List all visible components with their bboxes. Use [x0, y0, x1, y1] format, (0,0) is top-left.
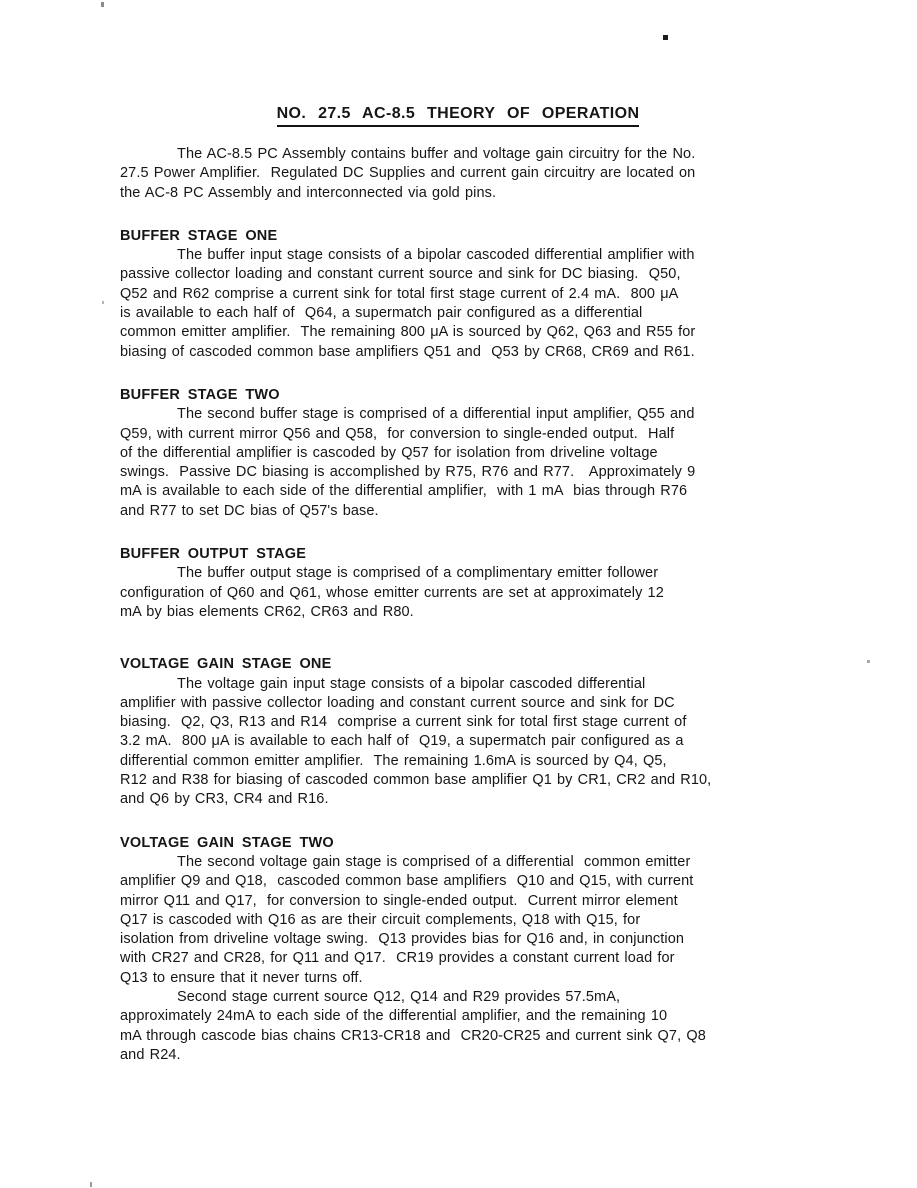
- section: [120, 834, 796, 1066]
- section-heading: VOLTAGE GAIN STAGE TWO: [120, 834, 334, 851]
- text-line: mA is available to each side of the differential amplifier, with 1 mA bias through R76: [120, 483, 688, 500]
- section: [120, 655, 796, 809]
- scan-speck: [90, 1182, 92, 1187]
- text-line: The buffer input stage consists of a bipolar cascoded differential amplifier with: [177, 247, 695, 264]
- text-line: 3.2 mA. 800 μA is available to each half of Q19, a supermatch pair configured as a: [120, 733, 684, 750]
- text-line: Q13 to ensure that it never turns off.: [120, 969, 363, 986]
- text-line: 27.5 Power Amplifier. Regulated DC Supplies and current gain circuitry are located on: [120, 165, 696, 182]
- section-paragraph: [120, 675, 796, 810]
- text-line: mA through cascode bias chains CR13-CR18 and CR20-CR25 and current sink Q7, Q8: [120, 1027, 706, 1044]
- text-line: and Q6 by CR3, CR4 and R16.: [120, 791, 329, 808]
- text-line: differential common emitter amplifier. The remaining 1.6mA is sourced by Q4, Q5,: [120, 752, 667, 769]
- text-line: approximately 24mA to each side of the differential amplifier, and the remaining 10: [120, 1008, 668, 1025]
- text-line: Second stage current source Q12, Q14 and R29 provides 57.5mA,: [177, 988, 621, 1005]
- section-heading: BUFFER STAGE TWO: [120, 386, 280, 403]
- title-row: [120, 104, 796, 127]
- scan-speck: [867, 660, 870, 663]
- section-heading: BUFFER OUTPUT STAGE: [120, 546, 307, 563]
- text-line: configuration of Q60 and Q61, whose emitter currents are set at approximately 12: [120, 584, 664, 601]
- text-line: R12 and R38 for biasing of cascoded common base amplifier Q1 by CR1, CR2 and R10,: [120, 772, 712, 789]
- text-line: The voltage gain input stage consists of a bipolar cascoded differential: [177, 675, 646, 692]
- text-line: mA by bias elements CR62, CR63 and R80.: [120, 603, 414, 620]
- section-heading: VOLTAGE GAIN STAGE ONE: [120, 656, 332, 673]
- section-paragraph: [120, 246, 796, 362]
- text-line: of the differential amplifier is cascoded by Q57 for isolation from driveline voltage: [120, 444, 658, 461]
- text-line: Q17 is cascoded with Q16 as are their circuit complements, Q18 with Q15, for: [120, 911, 641, 928]
- text-line: amplifier with passive collector loading and constant current source and sink for DC: [120, 694, 675, 711]
- text-line: and R24.: [120, 1046, 181, 1063]
- text-line: Q59, with current mirror Q56 and Q58, for conversion to single-ended output. Half: [120, 425, 675, 442]
- section: [120, 386, 796, 521]
- text-line: the AC-8 PC Assembly and interconnected via gold pins.: [120, 184, 497, 201]
- section-paragraph: [120, 564, 796, 622]
- section: [120, 545, 796, 622]
- document-title: NO. 27.5 AC-8.5 THEORY OF OPERATION: [277, 104, 640, 127]
- text-line: swings. Passive DC biasing is accomplished by R75, R76 and R77. Approximately 9: [120, 464, 696, 481]
- scan-speck: [663, 35, 668, 40]
- text-line: The buffer output stage is comprised of a complimentary emitter follower: [177, 565, 659, 582]
- text-line: amplifier Q9 and Q18, cascoded common base amplifiers Q10 and Q15, with current: [120, 873, 694, 890]
- text-line: with CR27 and CR28, for Q11 and Q17. CR19 provides a constant current load for: [120, 950, 675, 967]
- section-paragraph: [120, 405, 796, 521]
- text-line: and R77 to set DC bias of Q57's base.: [120, 502, 379, 519]
- text-line: common emitter amplifier. The remaining 800 μA is sourced by Q62, Q63 and R55 for: [120, 324, 696, 341]
- text-line: isolation from driveline voltage swing. Q13 provides bias for Q16 and, in conjunction: [120, 931, 685, 948]
- scan-speck: [101, 2, 104, 7]
- text-line: biasing of cascoded common base amplifiers Q51 and Q53 by CR68, CR69 and R61.: [120, 343, 695, 360]
- text-line: mirror Q11 and Q17, for conversion to single-ended output. Current mirror element: [120, 892, 678, 909]
- intro-paragraph: [120, 145, 796, 203]
- text-line: The second voltage gain stage is comprised of a differential common emitter: [177, 853, 691, 870]
- text-line: The AC-8.5 PC Assembly contains buffer and voltage gain circuitry for the No.: [177, 146, 696, 162]
- scan-speck: [102, 301, 104, 304]
- text-line: is available to each half of Q64, a supermatch pair configured as a differential: [120, 305, 643, 322]
- section-paragraph: [120, 853, 796, 988]
- section-heading: BUFFER STAGE ONE: [120, 227, 278, 244]
- document-content: [120, 104, 796, 1065]
- text-line: Q52 and R62 comprise a current sink for total first stage current of 2.4 mA. 800 μA: [120, 285, 679, 302]
- text-line: biasing. Q2, Q3, R13 and R14 comprise a current sink for total first stage current of: [120, 714, 687, 731]
- section-paragraph: [120, 988, 796, 1065]
- text-line: The second buffer stage is comprised of a differential input amplifier, Q55 and: [177, 406, 695, 423]
- sections-container: [120, 227, 796, 1065]
- text-line: passive collector loading and constant current source and sink for DC biasing. Q50,: [120, 266, 681, 283]
- section: [120, 227, 796, 362]
